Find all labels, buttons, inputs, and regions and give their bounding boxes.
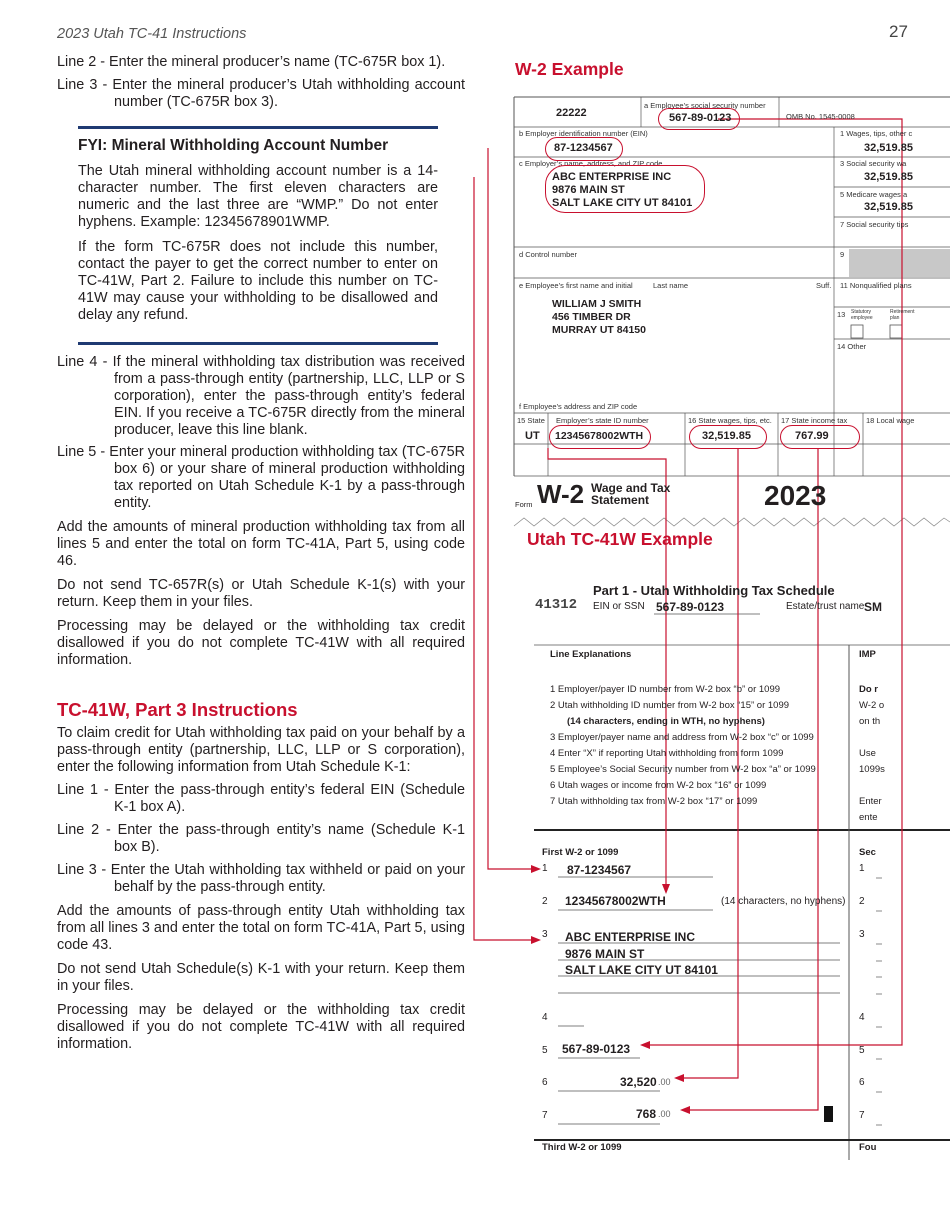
tc41w-line5-value: 567-89-0123 [562,1042,631,1056]
right-note-5: 1099s [859,764,885,775]
w2-box1-label: 1 Wages, tips, other c [840,129,913,138]
tc41w-right-num-7: 7 [859,1110,865,1121]
tc41w-explanations-label: Line Explanations [550,649,632,660]
w2-form-word: Form [515,500,533,509]
fyi-paragraph-1: The Utah mineral withholding account number is a 14-character number. The first eleven characters are numeric and the last three are “WMP.” Do not enter hyphens. Example: 12345678901WMP. [78,163,438,230]
processing-paragraph: Processing may be delayed or the withholding tax credit disallowed if you do not complete TC-41W with all required information. [57,618,465,668]
part3-do-not-send: Do not send Utah Schedule(s) K-1 with your return. Keep them in your files. [57,961,465,994]
w2-box3: 32,519.85 [864,171,913,183]
tc41w-estate-value: SM [864,600,882,614]
w2-state-tax: 767.99 [795,430,829,442]
tc41w-line3-block [565,929,718,979]
tc41w-num-2: 2 [542,896,548,907]
oval-w2-state-wages [689,425,767,449]
tc41w-right-num-2: 2 [859,896,865,907]
w2-box16-label: 16 State wages, tips, etc. [688,416,772,425]
w2-ein-label: b Employer identification number (EIN) [519,129,648,138]
right-note-3: on th [859,716,881,727]
w2-employee-city: MURRAY UT 84150 [552,324,646,336]
tc41w-estate-label: Estate/trust name [786,601,865,612]
tc41w-line6-value: 32,520 [620,1075,657,1089]
w2-box15-label: 15 State [517,416,545,425]
w2-box13: 13 [837,310,846,319]
tc41w-important-label: IMP [859,649,876,660]
tc41w-num-6: 6 [542,1077,548,1088]
tc41w-right-num-1: 1 [859,863,865,874]
line5-text: Line 5 - Enter your mineral production withholding tax (TC-675R box 6) or your share of mineral production withholding tax reported on Utah Schedule K-1 by a pass-through entity. [57,444,465,511]
w2-employer-name: ABC ENTERPRISE INC [552,171,672,183]
fyi-paragraph-2: If the form TC-675R does not include this number, contact the payer to get the correct number to enter on TC-41W, Part 2. Failure to include this number on TC-41W may cause your withholding to be disallowed and delay any refund. [78,239,438,323]
w2-statutory-label: Statutory employee [851,309,873,321]
explanation-5: 5 Employee’s Social Security number from W-2 box “a” or 1099 [550,764,816,775]
w2-employee-addr: 456 TIMBER DR [552,311,631,323]
w2-box1: 32,519.85 [864,142,913,154]
oval-w2-ssn [658,108,740,130]
page-number: 27 [889,22,908,41]
part3-heading: TC-41W, Part 3 Instructions [57,699,298,720]
tc41w-example-heading: Utah TC-41W Example [527,529,713,549]
right-note-7: ente [859,812,878,823]
w2-box5-label: 5 Medicare wages a [840,190,908,199]
tc41w-line7-cents: .00 [658,1109,671,1119]
explanation-1: 1 Employer/payer ID number from W-2 box “b” or 1099 [550,684,781,695]
w2-employer-addr: 9876 MAIN ST [552,184,625,196]
explanation-3: 3 Employer/payer name and address from W-2 box “c” or 1099 [550,732,814,743]
do-not-send-paragraph: Do not send TC-657R(s) or Utah Schedule K-1(s) with your return. Keep them in your files. [57,577,465,610]
tc41w-line2-note: (14 characters, no hyphens) [721,896,846,907]
w2-form-name: W-2 [537,479,585,509]
w2-employer-label: c Employer’s name, address, and ZIP code [519,159,663,168]
part3-processing: Processing may be delayed or the withholding tax credit disallowed if you do not complete TC-41W with all required information. [57,1002,465,1052]
w2-emp-address-label: f Employee’s address and ZIP code [519,402,638,411]
part3-add-paragraph: Add the amounts of pass-through entity Utah withholding tax from all lines 3 and enter the total on form TC-41A, Part 5, using code 43. [57,903,465,953]
w2-employee-block [552,298,646,337]
w2-last-name-label: Last name [653,281,689,290]
w2-box18-label: 18 Local wage [866,416,915,425]
w2-box7-label: 7 Social security tips [840,220,909,229]
tc41w-num-3: 3 [542,929,548,940]
w2-omb: OMB No. 1545-0008 [786,112,855,121]
w2-form-desc: Wage and Tax Statement [591,481,671,507]
w2-employee-name: WILLIAM J SMITH [552,298,642,310]
tc41w-right-num-3: 3 [859,929,865,940]
tc41w-num-1: 1 [542,863,548,874]
right-note-4: Use [859,748,876,759]
w2-box3-label: 3 Social security wa [840,159,907,168]
w2-ein: 87-1234567 [554,142,613,154]
tc41w-fourth-label: Fou [859,1142,877,1153]
tc41w-explanations-list [550,682,816,810]
line4-text: Line 4 - If the mineral withholding tax distribution was received from a pass-through entity (partnership, LLC, LLP or S corporation), enter the pass-through entity’s federal EIN. If you receive a TC-675R directly from the mineral producer, leave this line blank. [57,354,465,438]
w2-retirement-label: Retirement plan [890,309,915,321]
tc41w-right-num-4: 4 [859,1012,865,1023]
right-note-1: Do r [859,684,878,695]
w2-box5: 32,519.85 [864,201,913,213]
tc41w-line3-name: ABC ENTERPRISE INC [565,930,696,944]
tc41w-part-title: Part 1 - Utah Withholding Tax Schedule [593,583,835,598]
tc41w-ein-ssn: 567-89-0123 [656,600,725,614]
tc41w-third-label: Third W-2 or 1099 [542,1142,622,1153]
w2-year: 2023 [764,480,827,511]
w2-box9: 9 [840,250,845,259]
line2-text: Line 2 - Enter the mineral producer’s name (TC-675R box 1). [57,54,446,70]
tc41w-line7-value: 768 [636,1107,657,1121]
w2-control-label: d Control number [519,250,577,259]
w2-code: 22222 [556,107,587,119]
tc41w-line3-city: SALT LAKE CITY UT 84101 [565,963,718,977]
tc41w-line1-value: 87-1234567 [567,863,632,877]
w2-employer-city: SALT LAKE CITY UT 84101 [552,197,693,209]
w2-state: UT [525,430,540,442]
tc41w-second-label: Sec [859,847,876,858]
fyi-title: FYI: Mineral Withholding Account Number [78,137,389,154]
w2-example-heading: W-2 Example [515,59,624,79]
tc41w-right-num-6: 6 [859,1077,865,1088]
tc41w-ein-ssn-label: EIN or SSN [593,601,645,612]
tc41w-line2-value: 12345678002WTH [565,894,666,908]
explanation-2-note: (14 characters, ending in WTH, no hyphens) [567,716,765,727]
tc41w-first-label: First W-2 or 1099 [542,847,619,858]
explanation-6: 6 Utah wages or income from W-2 box “16” or 1099 [550,780,767,791]
oval-w2-state-id [549,425,651,449]
line3-text: Line 3 - Enter the mineral producer’s Utah withholding account number (TC-675R box 3). [57,77,465,110]
explanation-4: 4 Enter “X” if reporting Utah withholding from form 1099 [550,748,784,759]
explanation-2: 2 Utah withholding ID number from W-2 box “15” or 1099 [550,700,790,711]
w2-suff-label: Suff. [816,281,832,290]
tc41w-form-code: 41312 [535,597,578,613]
oval-w2-state-tax [780,425,860,449]
tc41w-num-7: 7 [542,1110,548,1121]
oval-w2-ein [545,137,623,161]
w2-emp-name-label: e Employee’s first name and initial [519,281,633,290]
right-note-2: W-2 o [859,700,885,711]
part3-line3: Line 3 - Enter the Utah withholding tax withheld or paid on your behalf by the pass-through entity. [57,862,465,895]
tc41w-line3-addr: 9876 MAIN ST [565,946,645,961]
w2-box17-label: 17 State income tax [781,416,848,425]
tc41w-right-num-5: 5 [859,1045,865,1056]
w2-state-id-label: Employer’s state ID number [556,416,649,425]
tc41w-num-4: 4 [542,1012,548,1023]
w2-ssn: 567-89-0123 [669,112,732,124]
part3-intro: To claim credit for Utah withholding tax paid on your behalf by a pass-through entity (partnership, LLC, LLP or S corporation), enter the following information from Utah Schedule K-1: [57,725,465,775]
w2-state-id: 12345678002WTH [555,430,644,442]
oval-w2-employer [545,165,705,213]
w2-box11-label: 11 Nonqualified plans [840,281,912,290]
tc41w-line6-cents: .00 [658,1077,671,1087]
w2-box14-label: 14 Other [837,342,867,351]
explanation-7: 7 Utah withholding tax from W-2 box “17” or 1099 [550,796,758,807]
w2-state-wages: 32,519.85 [702,430,751,442]
add-paragraph: Add the amounts of mineral production withholding tax from all lines 5 and enter the total on form TC-41A, Part 5, using code 46. [57,519,465,569]
w2-ssn-label: a Employee’s social security number [644,101,766,110]
right-note-6: Enter [859,796,882,807]
tc41w-right-notes [859,682,885,826]
tc41w-num-5: 5 [542,1045,548,1056]
part3-line1: Line 1 - Enter the pass-through entity’s federal EIN (Schedule K-1 box A). [57,782,465,815]
part3-line2: Line 2 - Enter the pass-through entity’s name (Schedule K-1 box B). [57,822,465,855]
header-title: 2023 Utah TC-41 Instructions [57,26,247,42]
